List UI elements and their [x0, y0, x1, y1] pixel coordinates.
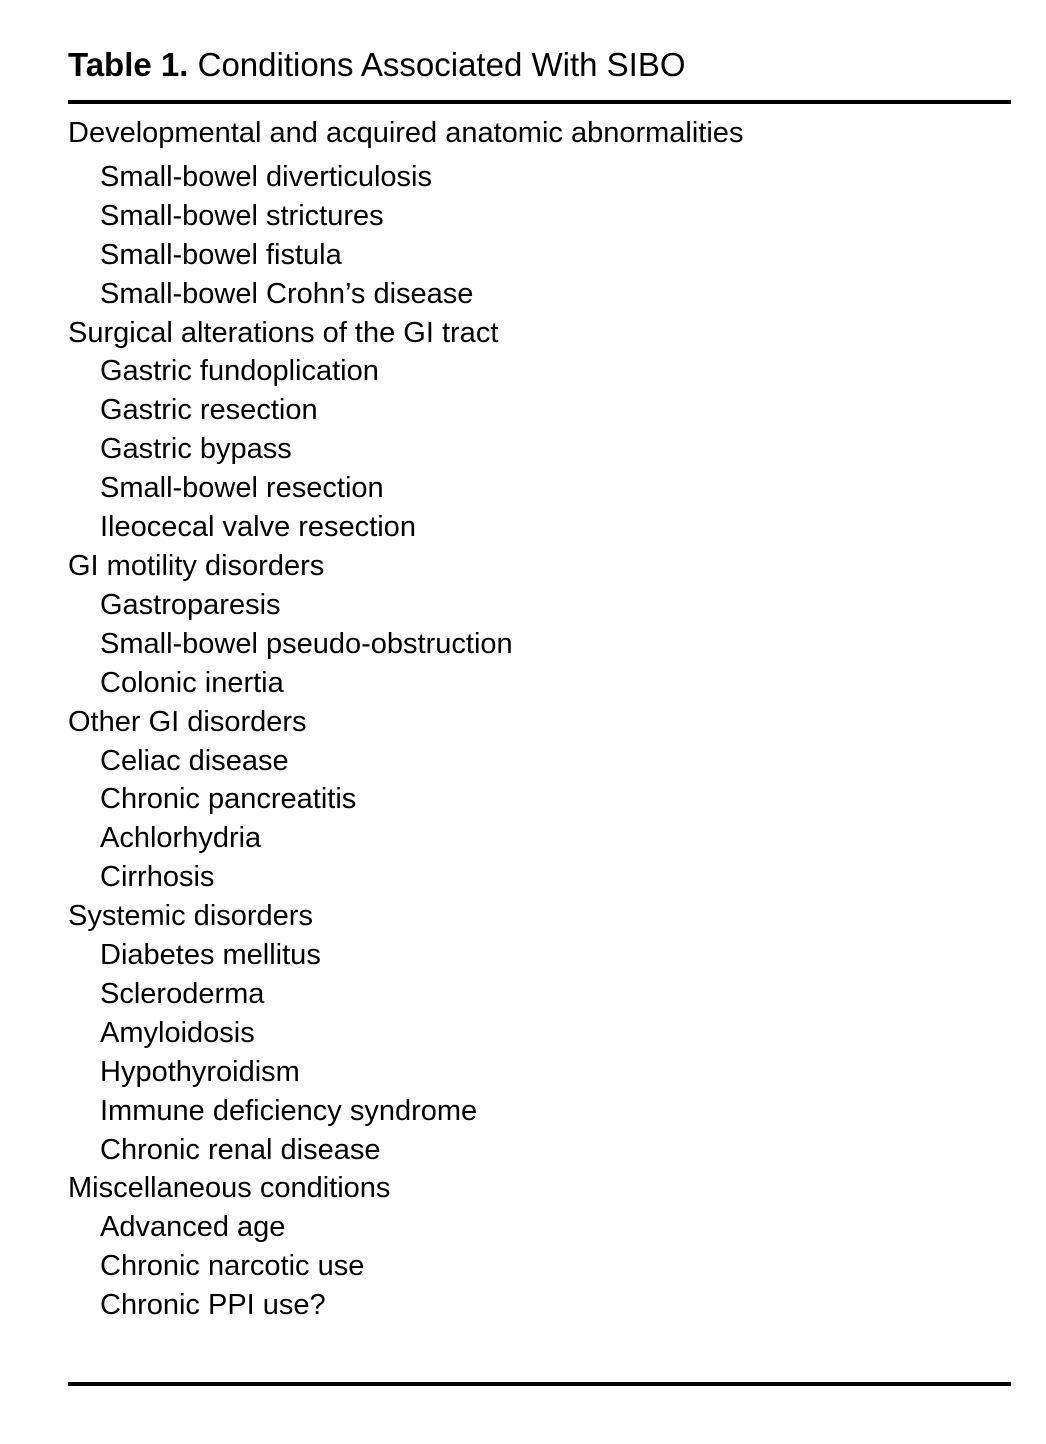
category-items: [68, 1208, 743, 1325]
list-item: Gastric fundoplication: [100, 355, 379, 388]
category-items: [68, 742, 743, 898]
category-items: [68, 158, 743, 314]
list-item: Diabetes mellitus: [100, 939, 321, 972]
category-title: Surgical alterations of the GI tract: [68, 316, 499, 349]
table-caption: Conditions Associated With SIBO: [197, 46, 686, 83]
list-item: Gastric resection: [100, 394, 318, 427]
list-item: Achlorhydria: [100, 822, 262, 855]
category-items: [68, 936, 743, 1169]
list-item: Cirrhosis: [100, 861, 215, 894]
table-label: Table 1.: [68, 46, 189, 83]
list-item: Amyloidosis: [100, 1016, 255, 1049]
list-item: Gastroparesis: [100, 588, 281, 621]
list-item: Scleroderma: [100, 977, 265, 1010]
category-items: [68, 586, 743, 703]
category-items: [68, 352, 743, 547]
list-item: Celiac disease: [100, 744, 289, 777]
list-item: Small-bowel Crohn’s disease: [100, 277, 474, 310]
top-rule: [68, 100, 1011, 104]
category-title: GI motility disorders: [68, 549, 325, 582]
list-item: Colonic inertia: [100, 666, 284, 699]
list-item: Gastric bypass: [100, 433, 292, 466]
category: [68, 703, 743, 898]
list-item: Ileocecal valve resection: [100, 511, 416, 544]
table-title: [68, 45, 686, 85]
category: [68, 314, 743, 547]
list-item: Small-bowel diverticulosis: [100, 160, 432, 193]
list-item: Chronic pancreatitis: [100, 783, 357, 816]
list-item: Small-bowel strictures: [100, 199, 384, 232]
list-item: Chronic renal disease: [100, 1133, 381, 1166]
list-item: Small-bowel fistula: [100, 238, 342, 271]
category: [68, 114, 743, 314]
list-item: Hypothyroidism: [100, 1055, 300, 1088]
category-title: Systemic disorders: [68, 900, 313, 933]
list-item: Chronic narcotic use: [100, 1250, 365, 1283]
list-item: Chronic PPI use?: [100, 1289, 326, 1322]
category: [68, 1169, 743, 1325]
list-item: Small-bowel pseudo-obstruction: [100, 627, 513, 660]
list-item: Advanced age: [100, 1211, 286, 1244]
category: [68, 547, 743, 703]
category-title: Developmental and acquired anatomic abnormalities: [68, 117, 744, 149]
category-title: Miscellaneous conditions: [68, 1172, 391, 1205]
bottom-rule: [68, 1382, 1011, 1386]
category-title: Other GI disorders: [68, 705, 307, 738]
list-item: Immune deficiency syndrome: [100, 1094, 478, 1127]
list-item: Small-bowel resection: [100, 472, 384, 505]
category: [68, 897, 743, 1169]
conditions-list: [68, 114, 743, 1325]
